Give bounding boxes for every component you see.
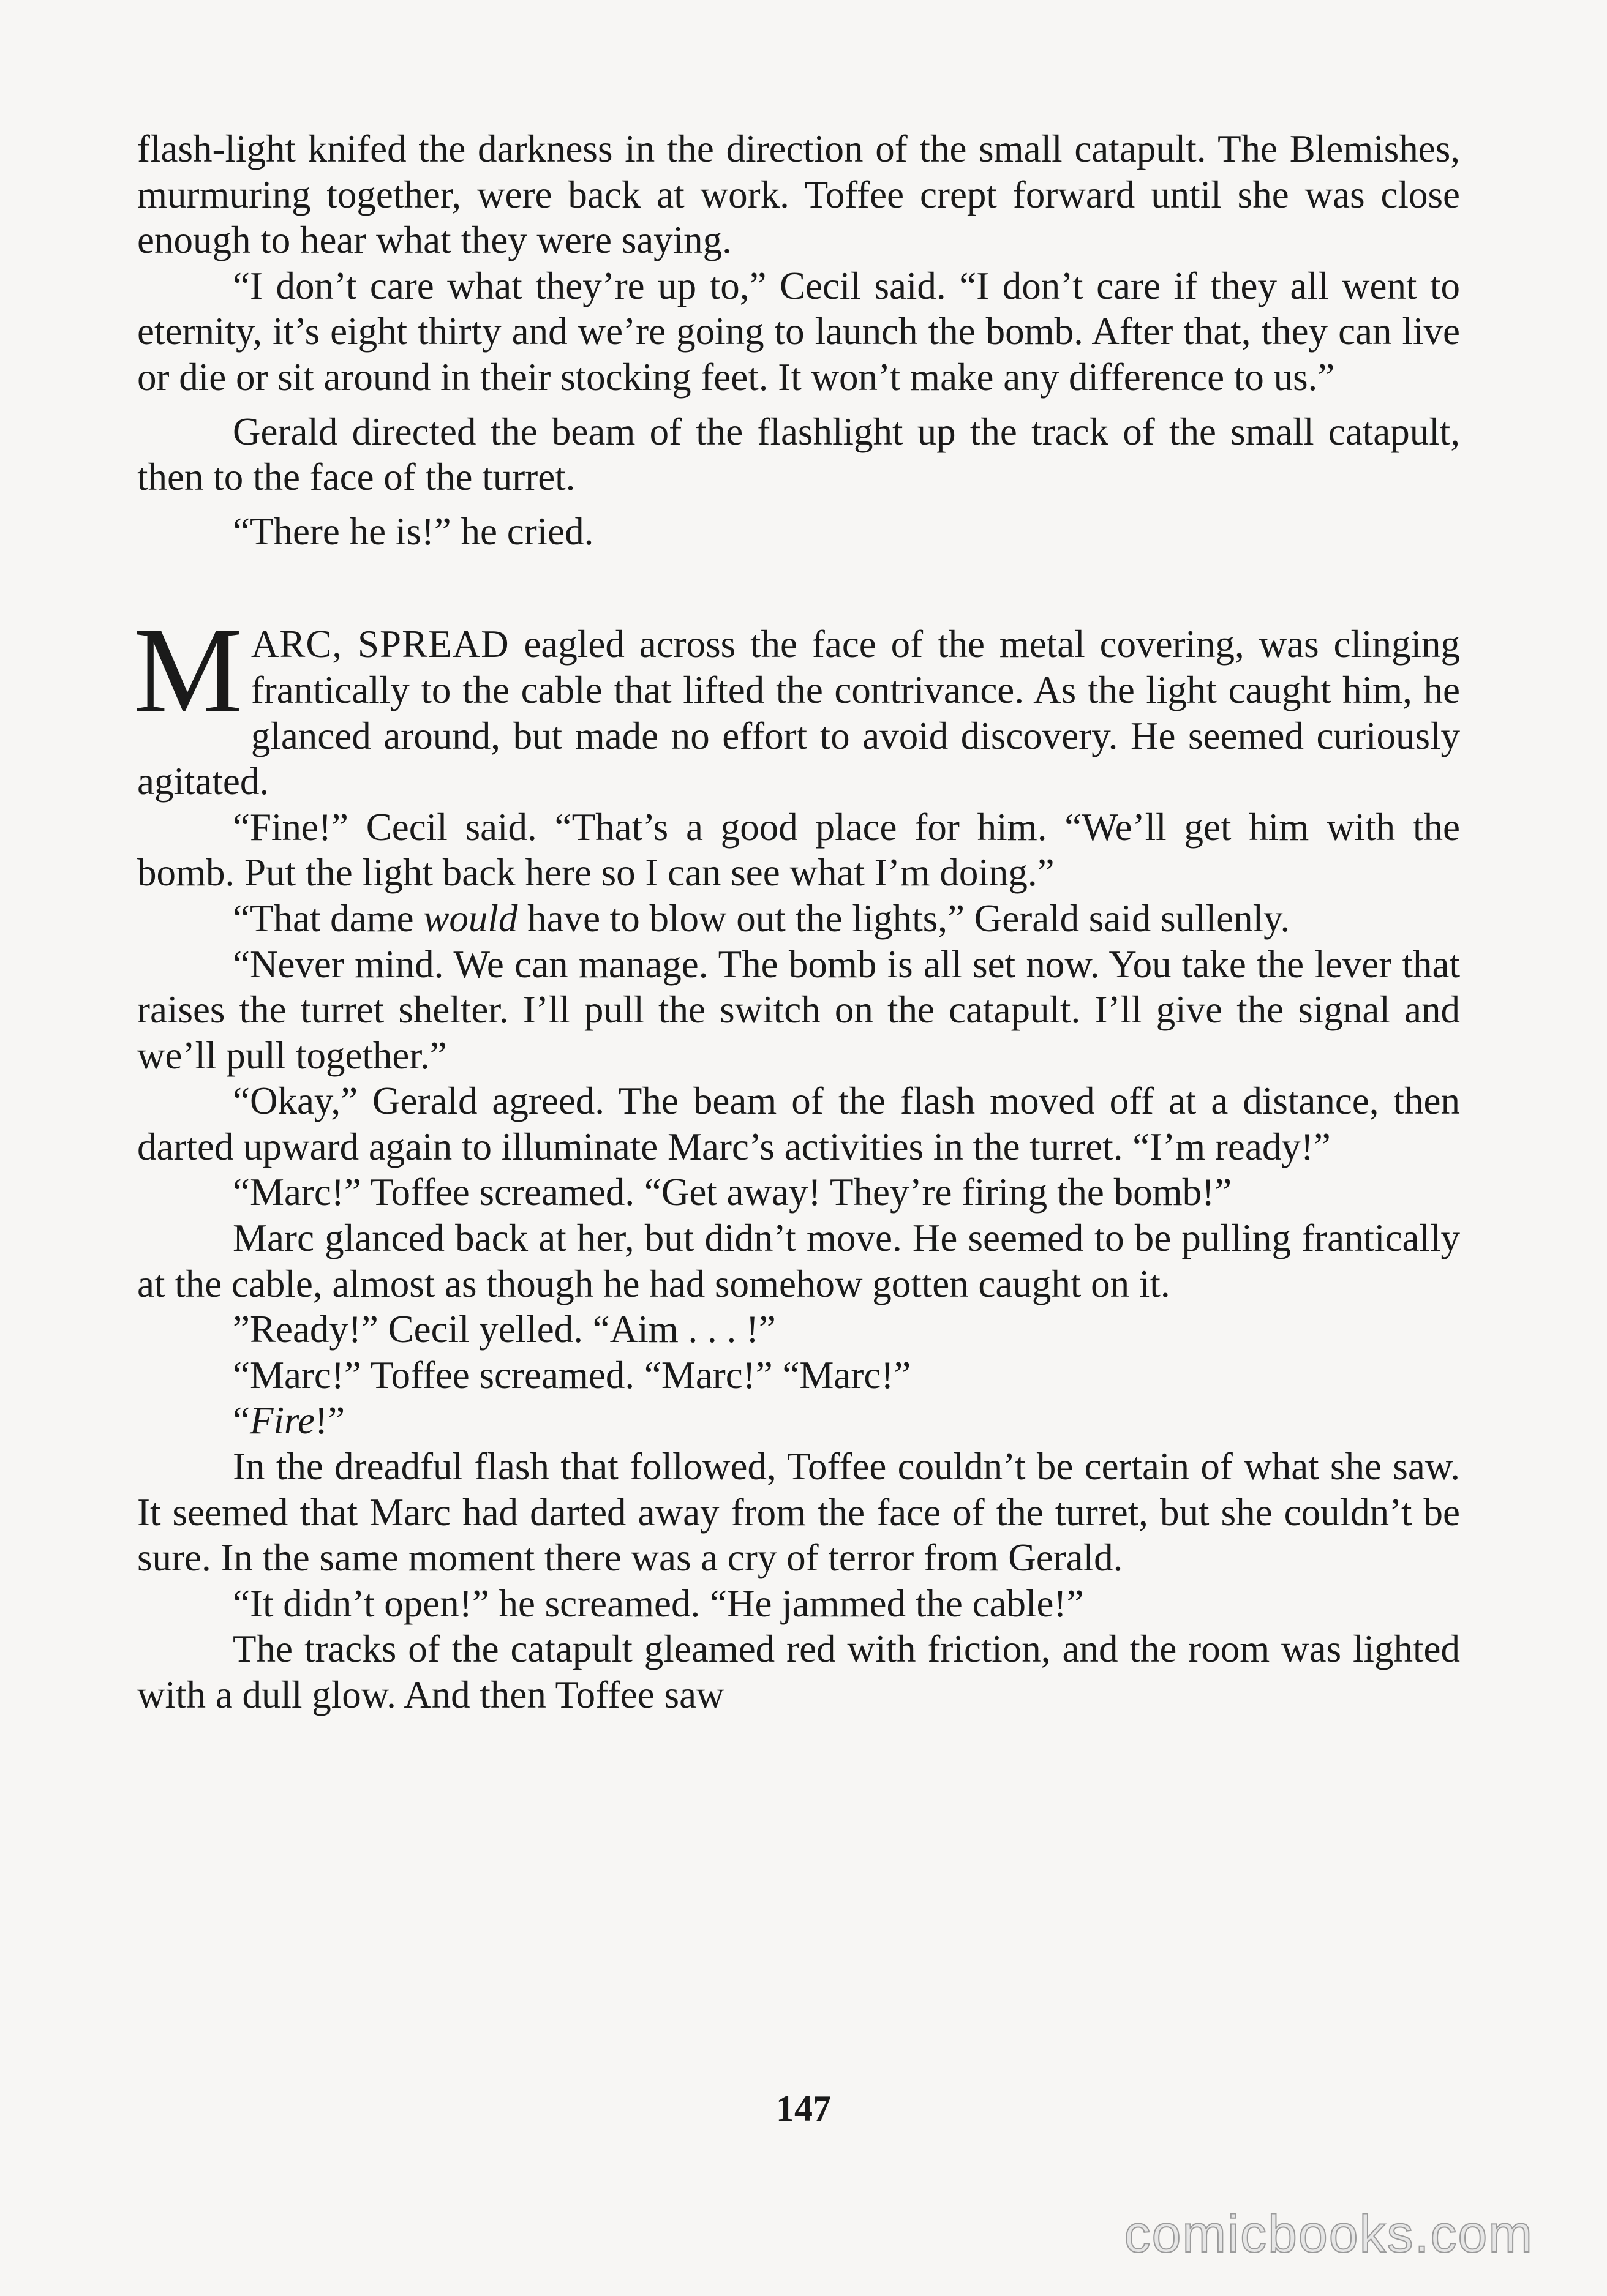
emphasis: would [423, 896, 518, 940]
page-number: 147 [776, 2088, 831, 2129]
emphasis: Fire [249, 1399, 315, 1443]
paragraph: “I don’t care what they’re up to,” Cecil said. “I don’t care if they all went to eternity, it’s eight thirty and we’re going to launch the bomb. After that, they can live or die or sit around in their stocking feet. It won’t make any difference to us.” [137, 264, 1460, 399]
lead-in-caps: ARC, SPREAD [250, 623, 510, 666]
paragraph: “There he is!” he cried. [233, 509, 594, 553]
paragraph: flash-light knifed the darkness in the direction of the small catapult. The Blemishes, murmuring together, were back at work. Toffee crept forward until she was close enough to hear what they were saying. [137, 127, 1460, 262]
paragraph: Marc glanced back at her, but didn’t move. He seemed to be pulling frantically at the cable, almost as though he had somehow gotten caught on it. [137, 1217, 1460, 1305]
paragraph: “Okay,” Gerald agreed. The beam of the flash moved off at a distance, then darted upward again to illuminate Marc’s activities in the turret. “I’m ready!” [137, 1079, 1460, 1168]
paragraph: “Marc!” Toffee screamed. “Marc!” “Marc!” [233, 1353, 911, 1397]
paragraph: “Fire!” [233, 1399, 345, 1443]
paragraph: “Marc!” Toffee screamed. “Get away! They’re firing the bomb!” [233, 1171, 1232, 1214]
paragraph: Gerald directed the beam of the flashlight up the track of the small catapult, then to the face of the turret. [137, 410, 1460, 499]
drop-cap: M [134, 603, 243, 739]
paragraph: In the dreadful flash that followed, Toffee couldn’t be certain of what she saw. It seemed that Marc had darted away from the face of the turret, but she couldn’t be sure. In the same moment there was a cry of terror from Gerald. [137, 1445, 1460, 1580]
paragraph: The tracks of the catapult gleamed red with friction, and the room was lighted with a dull glow. And then Toffee saw [137, 1627, 1460, 1716]
page-text [134, 126, 1461, 1718]
paragraph-rest: eagled across the face of the metal covering, was clinging frantically to the cable that lifted the contrivance. As the light caught him, he glanced around, but made no effort to avoid discovery. He seemed curiously agitated. [137, 623, 1461, 803]
paragraph: “It didn’t open!” he screamed. “He jammed the cable!” [233, 1581, 1084, 1625]
paragraph: “That dame would have to blow out the lights,” Gerald said sullenly. [233, 896, 1290, 940]
paragraph: ”Ready!” Cecil yelled. “Aim . . . !” [233, 1308, 776, 1351]
paragraph: “Never mind. We can manage. The bomb is all set now. You take the lever that raises the turret shelter. I’ll pull the switch on the catapult. I’ll give the signal and we’ll pull together.” [137, 942, 1460, 1077]
paragraph: “Fine!” Cecil said. “That’s a good place for him. “We’ll get him with the bomb. Put the light back here so I can see what I’m doing.” [137, 805, 1460, 895]
watermark-logo: comicbooks.com [1124, 2205, 1534, 2264]
section-opening-paragraph [134, 603, 1461, 804]
